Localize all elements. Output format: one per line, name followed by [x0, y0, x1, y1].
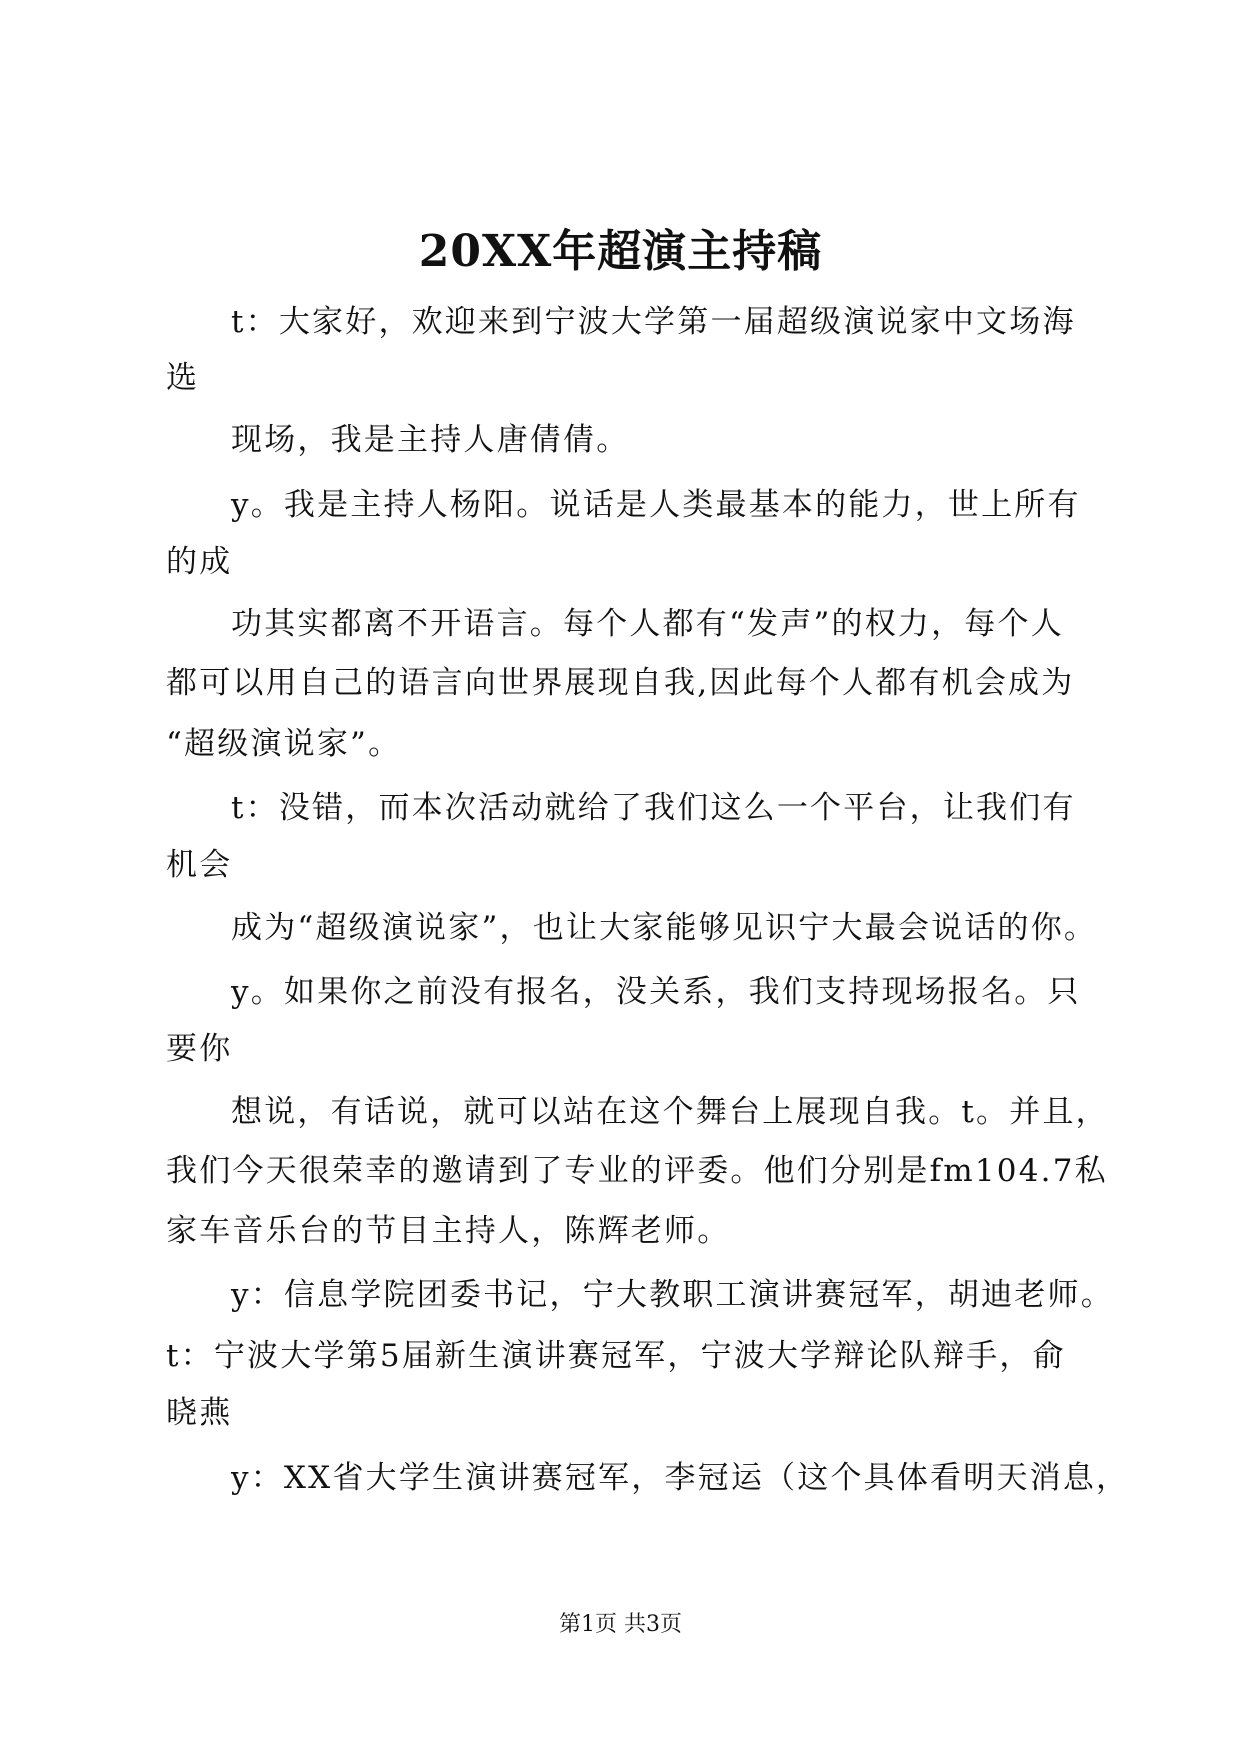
text-line: 都可以用自己的语言向世界展现自我,因此每个人都有机会成为 — [166, 665, 1075, 701]
document-title: 20XX年超演主持稿 — [418, 226, 823, 277]
text-line: 功其实都离不开语言。每个人都有“发声”的权力，每个人 — [231, 606, 1064, 642]
text-line: 机会 — [166, 847, 233, 883]
text-line: “超级演说家”。 — [166, 726, 402, 762]
text-line: 成为“超级演说家”，也让大家能够见识宁大最会说话的你。 — [231, 910, 1098, 946]
text-line: t：没错，而本次活动就给了我们这么一个平台，让我们有 — [231, 790, 1076, 826]
text-line: 的成 — [166, 544, 233, 580]
text-line: 选 — [166, 360, 200, 396]
text-line: t：宁波大学第5届新生演讲赛冠军，宁波大学辩论队辩手，俞 — [166, 1338, 1066, 1374]
text-line: y：XX省大学生演讲赛冠军，李冠运（这个具体看明天消息， — [231, 1460, 1130, 1496]
text-line: y。如果你之前没有报名，没关系，我们支持现场报名。只 — [231, 974, 1081, 1010]
text-line: 家车音乐台的节目主持人，陈辉老师。 — [166, 1213, 731, 1249]
text-line: 晓燕 — [166, 1395, 233, 1431]
text-line: t：大家好，欢迎来到宁波大学第一届超级演说家中文场海 — [231, 304, 1076, 340]
text-line: 想说，有话说，就可以站在这个舞台上展现自我。t。并且， — [231, 1094, 1109, 1130]
text-line: y。我是主持人杨阳。说话是人类最基本的能力，世上所有 — [231, 487, 1081, 523]
text-line: y：信息学院团委书记，宁大教职工演讲赛冠军，胡迪老师。 — [231, 1277, 1114, 1313]
text-line: 要你 — [166, 1031, 233, 1067]
page-number: 第1页 共3页 — [559, 1612, 682, 1637]
text-line: 现场，我是主持人唐倩倩。 — [231, 422, 630, 458]
text-line: 我们今天很荣幸的邀请到了专业的评委。他们分别是fm104.7私 — [166, 1153, 1108, 1189]
page-footer — [0, 1610, 1241, 1640]
